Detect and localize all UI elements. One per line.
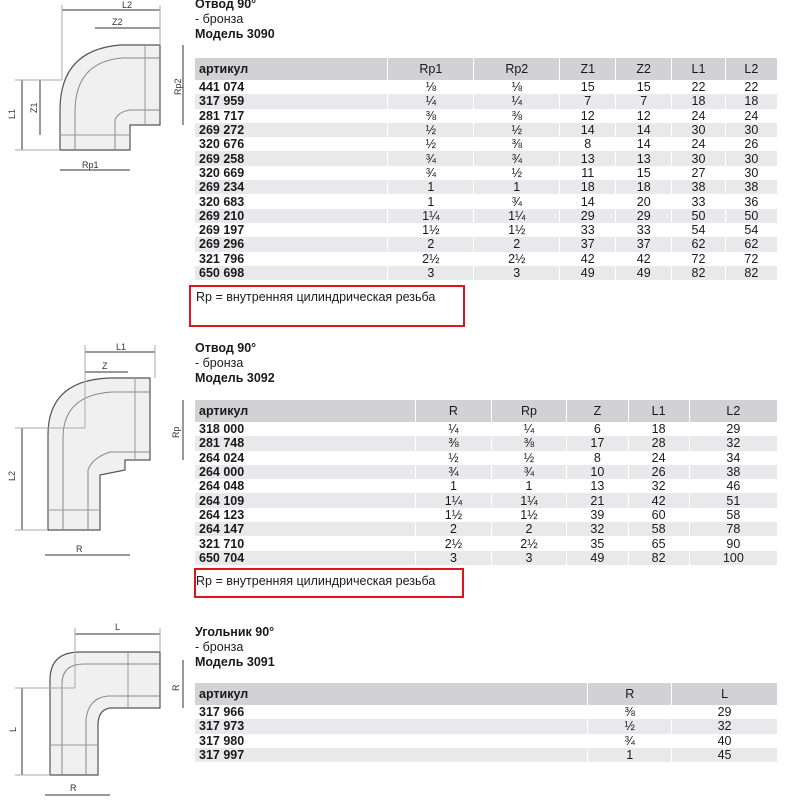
table-cell: 30 [725, 166, 777, 180]
table-cell: ½ [474, 123, 560, 137]
table-cell: 7 [616, 94, 672, 108]
table-cell: ⅜ [416, 436, 492, 450]
table-cell: 29 [560, 209, 616, 223]
table-cell: ¾ [474, 151, 560, 165]
table-cell: 38 [725, 180, 777, 194]
table-cell: 15 [560, 80, 616, 94]
product-material: - бронза [195, 640, 244, 654]
table-cell: 3 [474, 266, 560, 280]
table-cell: 1¼ [388, 209, 474, 223]
article-number-cell: 269 210 [195, 209, 388, 223]
spec-table-3091 [195, 683, 777, 762]
table-cell: ¼ [388, 94, 474, 108]
column-header: L [672, 683, 777, 705]
table-row [195, 94, 777, 108]
product-material: - бронза [195, 12, 244, 26]
table-cell: 49 [567, 551, 628, 565]
product-header-3092 [195, 341, 275, 386]
table-cell: 42 [628, 493, 689, 507]
angle-3091-diagram [0, 620, 190, 810]
table-cell: ¼ [474, 94, 560, 108]
column-header: R [416, 400, 492, 422]
thread-note: Rp = внутренняя цилиндрическая резьба [196, 574, 436, 588]
article-number-cell: 269 296 [195, 237, 388, 251]
table-cell: ¾ [491, 465, 567, 479]
table-cell: ⅜ [474, 137, 560, 151]
article-number-cell: 281 717 [195, 109, 388, 123]
column-header: Rp [491, 400, 567, 422]
table-cell: 2½ [388, 252, 474, 266]
table-cell: 13 [567, 479, 628, 493]
column-header: Rp2 [474, 58, 560, 80]
table-cell: 24 [672, 137, 726, 151]
table-cell: 29 [616, 209, 672, 223]
table-cell: 7 [560, 94, 616, 108]
table-cell: 82 [672, 266, 726, 280]
table-cell: 1¼ [474, 209, 560, 223]
article-number-cell: 320 676 [195, 137, 388, 151]
dim-label-z: Z [102, 361, 108, 371]
article-number-cell: 650 704 [195, 551, 416, 565]
note-highlight-box [194, 568, 464, 598]
table-cell: 35 [567, 536, 628, 550]
article-number-cell: 281 748 [195, 436, 416, 450]
table-cell: ¾ [388, 166, 474, 180]
table-cell: 24 [628, 451, 689, 465]
table-cell: ⅜ [588, 705, 672, 719]
table-cell: 24 [672, 109, 726, 123]
article-number-cell: 264 024 [195, 451, 416, 465]
table-cell: 12 [560, 109, 616, 123]
article-number-cell: 317 973 [195, 719, 588, 733]
table-cell: 90 [689, 536, 777, 550]
table-cell: 39 [567, 508, 628, 522]
article-number-cell: 321 710 [195, 536, 416, 550]
table-cell: 32 [672, 719, 777, 733]
article-number-cell: 264 123 [195, 508, 416, 522]
column-header: L1 [672, 58, 726, 80]
dim-label-rp2: Rp2 [173, 78, 183, 95]
table-cell: 54 [672, 223, 726, 237]
article-number-cell: 264 000 [195, 465, 416, 479]
spec-table-3090 [195, 58, 777, 280]
table-cell: 1½ [416, 508, 492, 522]
table-cell: 20 [616, 194, 672, 208]
table-cell: 82 [628, 551, 689, 565]
table-cell: 65 [628, 536, 689, 550]
table-row [195, 109, 777, 123]
table-row [195, 252, 777, 266]
table-cell: 72 [725, 252, 777, 266]
table-cell: 1 [491, 479, 567, 493]
table-header-row [195, 400, 777, 422]
table-cell: 30 [672, 123, 726, 137]
table-row [195, 237, 777, 251]
table-cell: 18 [616, 180, 672, 194]
table-cell: 27 [672, 166, 726, 180]
table-row [195, 551, 777, 565]
table-cell: 14 [560, 123, 616, 137]
article-number-cell: 318 000 [195, 422, 416, 436]
table-cell: 13 [616, 151, 672, 165]
table-cell: 40 [672, 734, 777, 748]
article-number-cell: 650 698 [195, 266, 388, 280]
table-cell: 78 [689, 522, 777, 536]
dim-label-z1: Z1 [29, 102, 39, 113]
table-cell: 10 [567, 465, 628, 479]
table-cell: 1¼ [491, 493, 567, 507]
column-header: артикул [195, 58, 388, 80]
note-highlight-box [189, 285, 465, 327]
column-header: L2 [725, 58, 777, 80]
article-number-cell: 269 258 [195, 151, 388, 165]
table-cell: 17 [567, 436, 628, 450]
article-number-cell: 317 966 [195, 705, 588, 719]
table-cell: ⅜ [474, 109, 560, 123]
spec-table-3092 [195, 400, 777, 565]
table-cell: 18 [725, 94, 777, 108]
article-number-cell: 264 147 [195, 522, 416, 536]
dim-label-l1: L1 [7, 108, 17, 119]
elbow-3090-diagram [0, 0, 190, 200]
table-cell: ¾ [588, 734, 672, 748]
product-model: Модель 3090 [195, 27, 275, 41]
table-row [195, 734, 777, 748]
product-title: Отвод 90° [195, 0, 257, 11]
table-cell: 62 [672, 237, 726, 251]
table-cell: 82 [725, 266, 777, 280]
product-title: Угольник 90° [195, 625, 275, 639]
table-cell: 14 [560, 194, 616, 208]
column-header: артикул [195, 683, 588, 705]
article-number-cell: 317 980 [195, 734, 588, 748]
table-cell: 3 [416, 551, 492, 565]
column-header: артикул [195, 400, 416, 422]
table-cell: 49 [560, 266, 616, 280]
table-cell: 33 [672, 194, 726, 208]
table-cell: 33 [560, 223, 616, 237]
table-cell: 2 [416, 522, 492, 536]
table-cell: 33 [616, 223, 672, 237]
table-row [195, 451, 777, 465]
table-cell: 26 [725, 137, 777, 151]
table-cell: 50 [672, 209, 726, 223]
table-cell: 11 [560, 166, 616, 180]
table-cell: 18 [560, 180, 616, 194]
table-row [195, 166, 777, 180]
article-number-cell: 320 683 [195, 194, 388, 208]
table-cell: 6 [567, 422, 628, 436]
table-cell: 32 [567, 522, 628, 536]
product-header-3090 [195, 0, 275, 42]
table-row [195, 422, 777, 436]
table-cell: 1 [416, 479, 492, 493]
dim-label-l2: L2 [7, 470, 17, 481]
dim-label-l-side: L [8, 726, 18, 732]
article-number-cell: 317 959 [195, 94, 388, 108]
table-row [195, 536, 777, 550]
table-cell: 2½ [474, 252, 560, 266]
table-cell: 100 [689, 551, 777, 565]
table-cell: ½ [388, 137, 474, 151]
table-row [195, 209, 777, 223]
table-row [195, 436, 777, 450]
table-cell: 26 [628, 465, 689, 479]
table-cell: 38 [672, 180, 726, 194]
table-cell: 60 [628, 508, 689, 522]
table-cell: ¾ [474, 194, 560, 208]
table-cell: 50 [725, 209, 777, 223]
table-cell: 1 [474, 180, 560, 194]
table-cell: 29 [689, 422, 777, 436]
table-cell: ¾ [388, 151, 474, 165]
table-row [195, 123, 777, 137]
table-cell: 13 [560, 151, 616, 165]
table-cell: 15 [616, 166, 672, 180]
table-cell: 51 [689, 493, 777, 507]
section-3091 [0, 620, 785, 810]
article-number-cell: 264 048 [195, 479, 416, 493]
table-cell: 18 [672, 94, 726, 108]
table-row [195, 194, 777, 208]
table-cell: 2 [474, 237, 560, 251]
table-header-row [195, 58, 777, 80]
dim-label-rp1: Rp1 [82, 160, 99, 170]
table-cell: 32 [628, 479, 689, 493]
table-cell: ¾ [416, 465, 492, 479]
table-cell: 30 [725, 151, 777, 165]
table-cell: 3 [388, 266, 474, 280]
table-header-row [195, 683, 777, 705]
product-model: Модель 3091 [195, 655, 275, 669]
product-title: Отвод 90° [195, 341, 257, 355]
table-row [195, 705, 777, 719]
table-cell: 45 [672, 748, 777, 762]
table-cell: 18 [628, 422, 689, 436]
table-cell: 2½ [416, 536, 492, 550]
table-row [195, 180, 777, 194]
dim-label-r-bottom: R [70, 783, 77, 793]
table-cell: 1¼ [416, 493, 492, 507]
dim-label-l1: L1 [116, 342, 127, 352]
table-row [195, 151, 777, 165]
table-cell: 54 [725, 223, 777, 237]
table-cell: 29 [672, 705, 777, 719]
article-number-cell: 269 234 [195, 180, 388, 194]
dim-label-l2: L2 [122, 0, 133, 10]
table-row [195, 522, 777, 536]
table-cell: 58 [628, 522, 689, 536]
column-header: Z1 [560, 58, 616, 80]
table-cell: ½ [388, 123, 474, 137]
table-cell: 1½ [491, 508, 567, 522]
article-number-cell: 320 669 [195, 166, 388, 180]
table-cell: ½ [474, 166, 560, 180]
table-row [195, 479, 777, 493]
table-cell: 36 [725, 194, 777, 208]
column-header: R [588, 683, 672, 705]
article-number-cell: 269 197 [195, 223, 388, 237]
table-cell: 8 [560, 137, 616, 151]
table-cell: 49 [616, 266, 672, 280]
table-cell: 2½ [491, 536, 567, 550]
table-cell: 42 [560, 252, 616, 266]
article-number-cell: 441 074 [195, 80, 388, 94]
section-3092 [0, 340, 785, 610]
table-cell: ½ [588, 719, 672, 733]
table-cell: 1 [388, 194, 474, 208]
table-cell: 58 [689, 508, 777, 522]
table-cell: ¼ [491, 422, 567, 436]
table-cell: 28 [628, 436, 689, 450]
dim-label-r: R [76, 544, 83, 554]
table-cell: 37 [560, 237, 616, 251]
table-cell: 22 [725, 80, 777, 94]
table-cell: 30 [725, 123, 777, 137]
table-cell: 42 [616, 252, 672, 266]
table-cell: 12 [616, 109, 672, 123]
table-cell: 1 [588, 748, 672, 762]
table-cell: 24 [725, 109, 777, 123]
table-cell: 30 [672, 151, 726, 165]
column-header: L1 [628, 400, 689, 422]
table-cell: 32 [689, 436, 777, 450]
table-cell: 72 [672, 252, 726, 266]
table-cell: ½ [416, 451, 492, 465]
dim-label-r-side: R [171, 684, 181, 691]
table-cell: 22 [672, 80, 726, 94]
table-cell: 3 [491, 551, 567, 565]
table-cell: 62 [725, 237, 777, 251]
table-row [195, 493, 777, 507]
table-cell: 1 [388, 180, 474, 194]
table-cell: 15 [616, 80, 672, 94]
product-header-3091 [195, 625, 275, 670]
table-cell: 46 [689, 479, 777, 493]
column-header: L2 [689, 400, 777, 422]
table-cell: ⅜ [491, 436, 567, 450]
table-cell: 37 [616, 237, 672, 251]
table-cell: ⅜ [388, 109, 474, 123]
dim-label-z2: Z2 [112, 17, 123, 27]
table-cell: 2 [388, 237, 474, 251]
article-number-cell: 317 997 [195, 748, 588, 762]
product-material: - бронза [195, 356, 244, 370]
table-cell: 8 [567, 451, 628, 465]
article-number-cell: 264 109 [195, 493, 416, 507]
table-row [195, 748, 777, 762]
product-model: Модель 3092 [195, 371, 275, 385]
table-row [195, 465, 777, 479]
table-cell: 34 [689, 451, 777, 465]
column-header: Z2 [616, 58, 672, 80]
table-row [195, 137, 777, 151]
table-cell: 2 [491, 522, 567, 536]
table-row [195, 223, 777, 237]
table-cell: 14 [616, 137, 672, 151]
article-number-cell: 321 796 [195, 252, 388, 266]
column-header: Rp1 [388, 58, 474, 80]
thread-note: Rp = внутренняя цилиндрическая резьба [196, 290, 436, 304]
table-row [195, 719, 777, 733]
table-row [195, 508, 777, 522]
table-cell: ⅛ [474, 80, 560, 94]
dim-label-rp: Rp [171, 426, 181, 438]
table-cell: ¼ [416, 422, 492, 436]
table-row [195, 266, 777, 280]
table-cell: ⅛ [388, 80, 474, 94]
table-cell: 38 [689, 465, 777, 479]
table-cell: 1½ [474, 223, 560, 237]
dim-label-l-top: L [115, 622, 121, 632]
table-cell: 1½ [388, 223, 474, 237]
table-cell: ½ [491, 451, 567, 465]
column-header: Z [567, 400, 628, 422]
table-cell: 21 [567, 493, 628, 507]
table-row [195, 80, 777, 94]
table-cell: 14 [616, 123, 672, 137]
article-number-cell: 269 272 [195, 123, 388, 137]
elbow-3092-diagram [0, 340, 190, 570]
